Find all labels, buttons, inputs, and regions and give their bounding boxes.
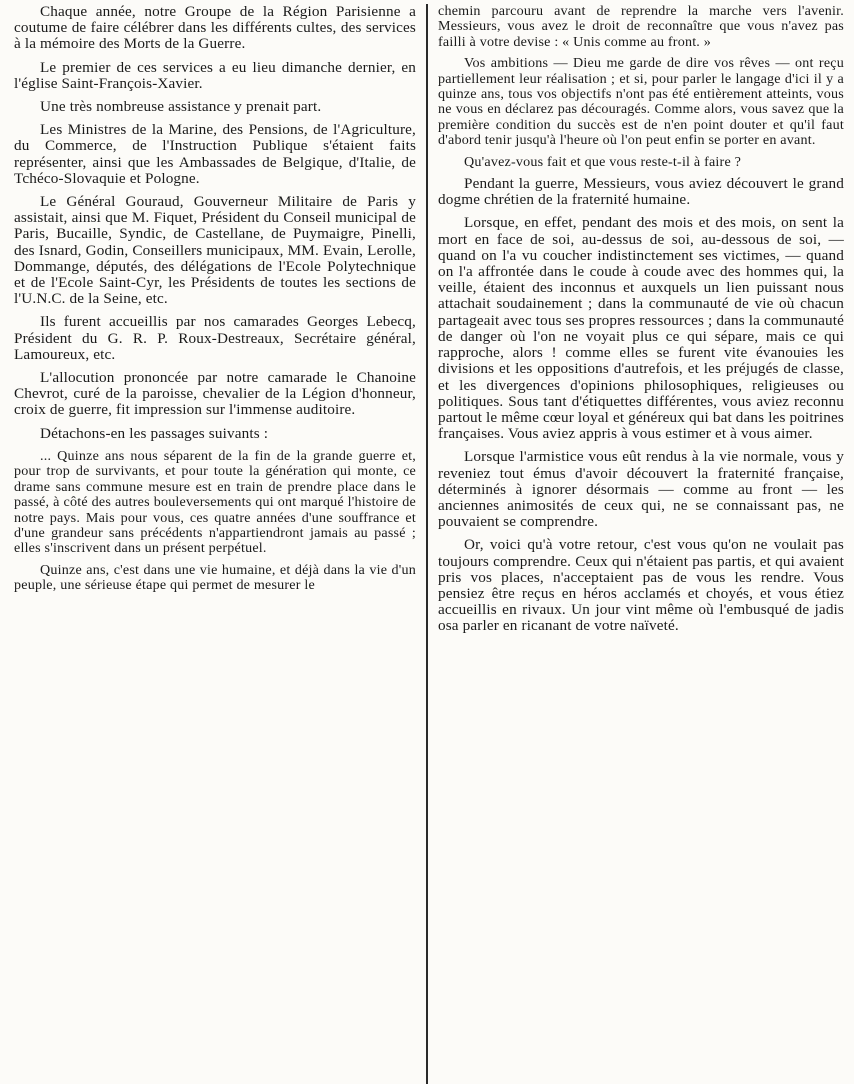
paragraph: Le premier de ces services a eu lieu dimanche dernier, en l'église Saint-François-Xavier.: [14, 58, 416, 92]
quoted-paragraph: Quinze ans, c'est dans une vie humaine, et déjà dans la vie d'un peuple, une sérieuse étape qui permet de mesurer le: [14, 561, 416, 594]
quoted-paragraph: ... Quinze ans nous séparent de la fin de la grande guerre et, pour trop de survivants, et pour toute la génération qui monte, ce drame sans commune mesure est en train de prendre place dans le passé, à côté des autres bouleversements qui ont marqué l'histoire de notre pays. Mais pour vous, ces quatre années d'une souffrance et d'une grandeur sans précédents n'appartiendront jamais au passé ; elles s'inscrivent dans un présent perpétuel.: [14, 447, 416, 557]
quoted-paragraph: Vos ambitions — Dieu me garde de dire vos rêves — ont reçu partiellement leur réalisation ; et si, pour parler le langage d'ici il y a quinze ans, tous vos objectifs n'ont pas été entièrement atteints, vous ne vous en déclarez pas découragés. Comme alors, vous savez que la première condition du succès est de n'en point douter et qu'il faut d'abord tenir jusqu'à l'heure où l'on peut enfin se porter en avant.: [438, 55, 844, 149]
quoted-paragraph-continued: chemin parcouru avant de reprendre la marche vers l'avenir. Messieurs, vous avez le droit de reconnaître que vous n'avez pas failli à votre devise : « Unis comme au front. »: [438, 4, 844, 50]
quoted-paragraph: Qu'avez-vous fait et que vous reste-t-il à faire ?: [464, 153, 742, 170]
paragraph: Lorsque, en effet, pendant des mois et des mois, on sent la mort en face de soi, au-dessus de soi, au-dessous de soi, — quand on l'a vu coucher indistinctement ses victimes, — quand on l'a affrontée dans le coude à coude avec des hommes qui, la veille, étaient des inconnus et auxquels un lien puissant nous attachait soudainement ; dans la communauté de vie où chacun partageait avec tous ses propres ressources ; dans la communauté de danger où l'on ne voyait plus ce qui sépare, mais ce qui rapproche, alors ! comme elles se furent vite évanouies les divisions et les oppositions d'autrefois, et les préjugés de classe, et les divergences d'opinions philosophiques, religieuses ou politiques. Sous tant d'étiquettes différentes, vous aviez reconnu partout le même cœur loyal et généreux qui bat dans les poitrines françaises. Vous aviez appris à vous estimer et à vous aimer.: [438, 214, 844, 443]
left-column: [14, 4, 426, 1084]
paragraph: Chaque année, notre Groupe de la Région Parisienne a coutume de faire célébrer dans les différents cultes, des services à la mémoire des Morts de la Guerre.: [14, 4, 416, 53]
paragraph: Ils furent accueillis par nos camarades Georges Lebecq, Président du G. R. P. Roux-Destreaux, Secrétaire général, Lamoureux, etc.: [14, 313, 416, 363]
paragraph: Détachons-en les passages suivants :: [40, 424, 269, 442]
right-column: [426, 4, 844, 1084]
paragraph: Lorsque l'armistice vous eût rendus à la vie normale, vous y reveniez tout émus d'avoir découvert la fraternité française, déterminés à ignorer désormais — comme au front — les anciennes animosités de ceux qui, ne se connaissant pas, ne pouvaient se comprendre.: [438, 448, 844, 531]
paragraph: Les Ministres de la Marine, des Pensions, de l'Agriculture, du Commerce, de l'Instruction Publique s'étaient faits représenter, ainsi que les Ambassades de Belgique, d'Italie, de Tchéco-Slovaquie et Pologne.: [14, 121, 416, 187]
paragraph: Pendant la guerre, Messieurs, vous aviez découvert le grand dogme chrétien de la fraternité humaine.: [438, 175, 844, 209]
paragraph: Or, voici qu'à votre retour, c'est vous qu'on ne voulait pas toujours comprendre. Ceux qui n'étaient pas partis, et qui avaient pris vos places, n'acceptaient pas de vous les rendre. Vous pensiez être reçus en héros acclamés et choyés, et vous étiez accueillis en rivaux. Un jour vint même où l'embusqué de jadis osa parler en ricanant de votre naïveté.: [438, 536, 844, 635]
paragraph: L'allocution prononcée par notre camarade le Chanoine Chevrot, curé de la paroisse, chevalier de la Légion d'honneur, croix de guerre, fit impression sur l'immense auditoire.: [14, 369, 416, 419]
paragraph: Une très nombreuse assistance y prenait part.: [40, 98, 322, 116]
paragraph: Le Général Gouraud, Gouverneur Militaire de Paris y assistait, ainsi que M. Fiquet, Président du Conseil municipal de Paris, Bucaille, Syndic, de Castellane, de Puymaigre, Pinelli, des Isnard, Godin, Conseillers municipaux, MM. Evain, Lerolle, Dommange, députés, des délégations de l'Ecole Polytechnique et de l'Ecole Saint-Cyr, les Présidents de toutes les sections de l'U.N.C. de la Seine, etc.: [14, 193, 416, 308]
